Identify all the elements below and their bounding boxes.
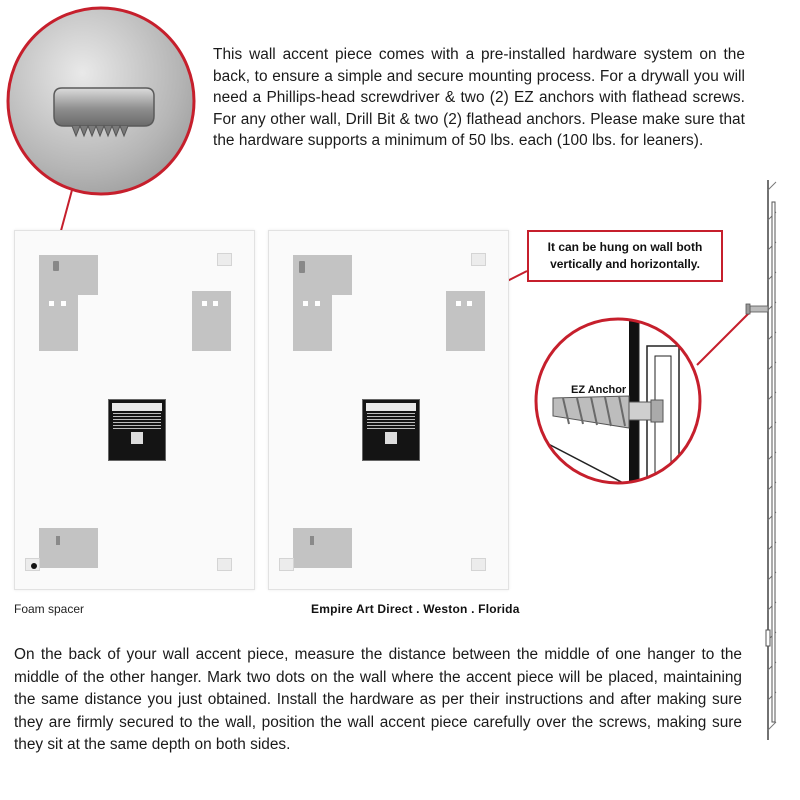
hanger-hole <box>61 301 66 306</box>
hanger-slot <box>310 536 314 545</box>
hanger-closeup <box>4 4 198 198</box>
hanger-slot <box>299 261 305 273</box>
brand-caption: Empire Art Direct . Weston . Florida <box>311 602 520 616</box>
foam-spacer-side <box>766 630 770 646</box>
anchor-closeup <box>533 316 703 486</box>
instruction-label <box>108 399 166 461</box>
hanger-plate <box>39 295 78 351</box>
sawtooth-hanger-icon <box>54 88 154 126</box>
callout-line-2: vertically and horizontally. <box>550 257 700 271</box>
orientation-callout <box>527 230 723 282</box>
foam-spacer <box>471 558 486 571</box>
drywall-section <box>629 316 639 486</box>
hanger-hole <box>456 301 461 306</box>
art-piece-edge <box>772 202 775 722</box>
hanger-plate <box>293 295 332 351</box>
instruction-label <box>362 399 420 461</box>
hanger-slot <box>53 261 59 271</box>
foam-spacer <box>217 253 232 266</box>
hanger-hole <box>303 301 308 306</box>
back-panel-left <box>14 230 255 590</box>
hanger-slot <box>56 536 60 545</box>
hanger-hole <box>213 301 218 306</box>
ez-anchor-caption: EZ Anchor <box>571 384 627 396</box>
hanger-plate <box>192 291 231 351</box>
foam-spacer <box>471 253 486 266</box>
hanger-hole <box>315 301 320 306</box>
wall-screw-icon <box>746 304 768 314</box>
hanger-plate <box>446 291 485 351</box>
hanger-hole <box>467 301 472 306</box>
instructions-paragraph: On the back of your wall accent piece, measure the distance between the middle of one hanger to the middle of the other hanger. Mark two dots on the wall where the accent piece will be placed, maintaining the same distance you just obtained. Install the hardware as per their instructions and after making sure they are firmly secured to the wall, position the wall accent piece carefully over the screws, making sure they sit at the same depth on both sides. <box>14 646 742 753</box>
hanger-hole <box>49 301 54 306</box>
hanger-plate <box>39 255 98 295</box>
foam-spacer-caption: Foam spacer <box>14 602 85 616</box>
back-panel-right <box>268 230 509 590</box>
hanger-plate <box>293 528 352 568</box>
callout-line-1: It can be hung on wall both <box>547 240 703 254</box>
foam-spacer <box>279 558 294 571</box>
intro-paragraph: This wall accent piece comes with a pre-installed hardware system on the back, to ensure a simple and secure mounting process. For a drywall you will need a Phillips-head screwdriver & two (2) EZ anchors with flathead screws. For any other wall, Drill Bit & two (2) flathead anchors. Please make sure that the hardware supports a minimum of 50 lbs. each (100 lbs. for leaners). <box>213 46 745 149</box>
foam-spacer-marker <box>31 563 37 569</box>
hanger-hole <box>202 301 207 306</box>
hanger-plate <box>39 528 98 568</box>
foam-spacer <box>217 558 232 571</box>
